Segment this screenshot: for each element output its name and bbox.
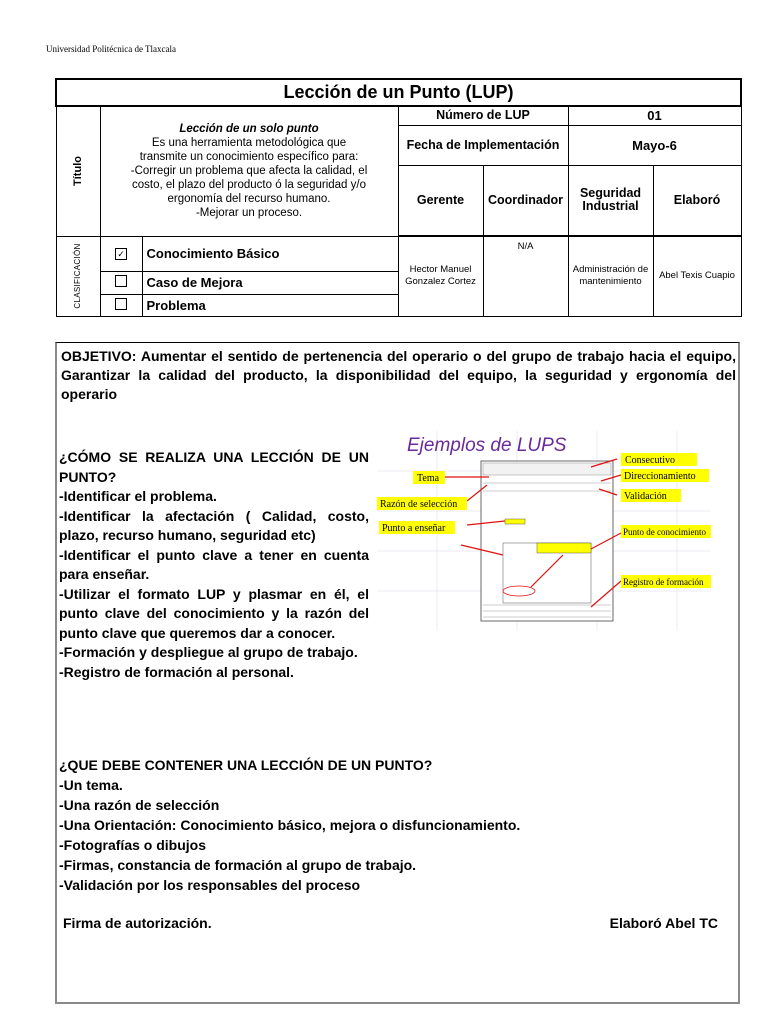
callout-conocimiento-label: Punto de conocimiento: [623, 527, 706, 537]
contain-item: -Una razón de selección: [59, 797, 220, 813]
how-step: -Identificar el problema.: [59, 488, 217, 504]
examples-title: Ejemplos de LUPS: [407, 435, 567, 456]
how-question: ¿CÓMO SE REALIZA UNA LECCIÓN DE UN PUNTO?: [59, 449, 369, 485]
description-heading: Lección de un solo punto: [179, 123, 319, 136]
contain-item: -Fotografías o dibujos: [59, 837, 206, 853]
side-title-label: Título: [72, 156, 84, 187]
lup-header-table: [55, 78, 742, 317]
description-line: ergonomía del recurso humano.: [167, 193, 331, 206]
class-label-caso-mejora: Caso de Mejora: [142, 271, 398, 294]
how-step: -Identificar la afectación ( Calidad, costo, plazo, recurso humano, seguridad etc): [59, 507, 369, 543]
contain-section: [59, 755, 719, 895]
class-side-cell: [56, 236, 100, 316]
lup-number-label: Número de LUP: [398, 106, 568, 125]
callout-consecutivo-label: Consecutivo: [625, 455, 675, 466]
lup-sheet: [55, 78, 740, 1004]
checkbox-problema[interactable]: [100, 294, 142, 316]
signature-label: Firma de autorización.: [63, 915, 212, 931]
university-header: Universidad Politécnica de Tlaxcala: [46, 44, 177, 54]
checkbox-conocimiento[interactable]: ✓: [100, 236, 142, 271]
description-line: transmite un conocimiento específico para:: [139, 151, 359, 164]
contain-question: ¿QUE DEBE CONTENER UNA LECCIÓN DE UN PUNTO?: [59, 757, 433, 773]
contain-item: -Validación por los responsables del proceso: [59, 877, 361, 893]
class-side-label: CLASIFICACIÓN: [73, 243, 82, 309]
callout-registro-label: Registro de formación: [623, 577, 704, 587]
signer-seguridad: Administración de mantenimiento: [568, 236, 653, 316]
lup-body: [55, 342, 740, 1004]
class-label-problema: Problema: [142, 294, 398, 316]
contain-item: -Firmas, constancia de formación al grupo de trabajo.: [59, 857, 417, 873]
role-elaboro: Elaboró: [653, 165, 741, 235]
callout-direccionamiento-label: Direccionamiento: [624, 471, 696, 482]
how-section: [59, 448, 369, 682]
callout-punto-label: Punto a enseñar: [382, 523, 446, 534]
signer-coordinador: N/A: [483, 236, 568, 316]
contain-item: -Una Orientación: Conocimiento básico, mejora o disfuncionamiento.: [59, 817, 521, 833]
objective-text: OBJETIVO: Aumentar el sentido de pertenencia del operario o del grupo de trabajo hacia el equipo, Garantizar la calidad del producto, la disponibilidad del equipo, la seguridad y ergonomía del operario: [61, 348, 736, 402]
callout-validacion-label: Validación: [624, 491, 667, 502]
how-step: -Formación y despliegue al grupo de trabajo.: [59, 644, 358, 660]
description-line: Es una herramienta metodológica que: [151, 137, 347, 150]
role-coordinador: Coordinador: [483, 165, 568, 235]
contain-item: -Un tema.: [59, 777, 123, 793]
role-seguridad: Seguridad Industrial: [568, 165, 653, 235]
checkbox-caso-mejora[interactable]: [100, 271, 142, 294]
how-step: -Registro de formación al personal.: [59, 663, 294, 680]
callout-razon-label: Razón de selección: [380, 499, 458, 510]
signer-elaboro: Abel Texis Cuapio: [653, 236, 741, 316]
how-step: -Identificar el punto clave a tener en cuenta para enseñar.: [59, 546, 369, 582]
role-gerente: Gerente: [398, 165, 483, 235]
lup-number-value: 01: [568, 106, 741, 125]
title-side-cell: [56, 106, 100, 236]
description-line: -Mejorar un proceso.: [195, 207, 303, 220]
description-line: costo, el plazo del producto ó la seguridad y/o: [132, 179, 366, 192]
author-label: Elaboró Abel TC: [609, 915, 718, 931]
date-value: Mayo-6: [568, 125, 741, 165]
class-label-conocimiento: Conocimiento Básico: [142, 236, 398, 271]
description-line: -Corregir un problema que afecta la calidad, el: [130, 165, 368, 178]
signer-gerente: Hector Manuel Gonzalez Cortez: [398, 236, 483, 316]
lup-title: Lección de un Punto (LUP): [56, 79, 741, 106]
callout-tema-label: Tema: [417, 473, 440, 484]
date-label: Fecha de Implementación: [398, 125, 568, 165]
lup-description: [100, 106, 398, 236]
lup-examples-figure: [377, 431, 711, 631]
how-step: -Utilizar el formato LUP y plasmar en él, el punto clave del conocimiento y la razón del punto clave que queremos dar a conocer.: [59, 585, 369, 641]
